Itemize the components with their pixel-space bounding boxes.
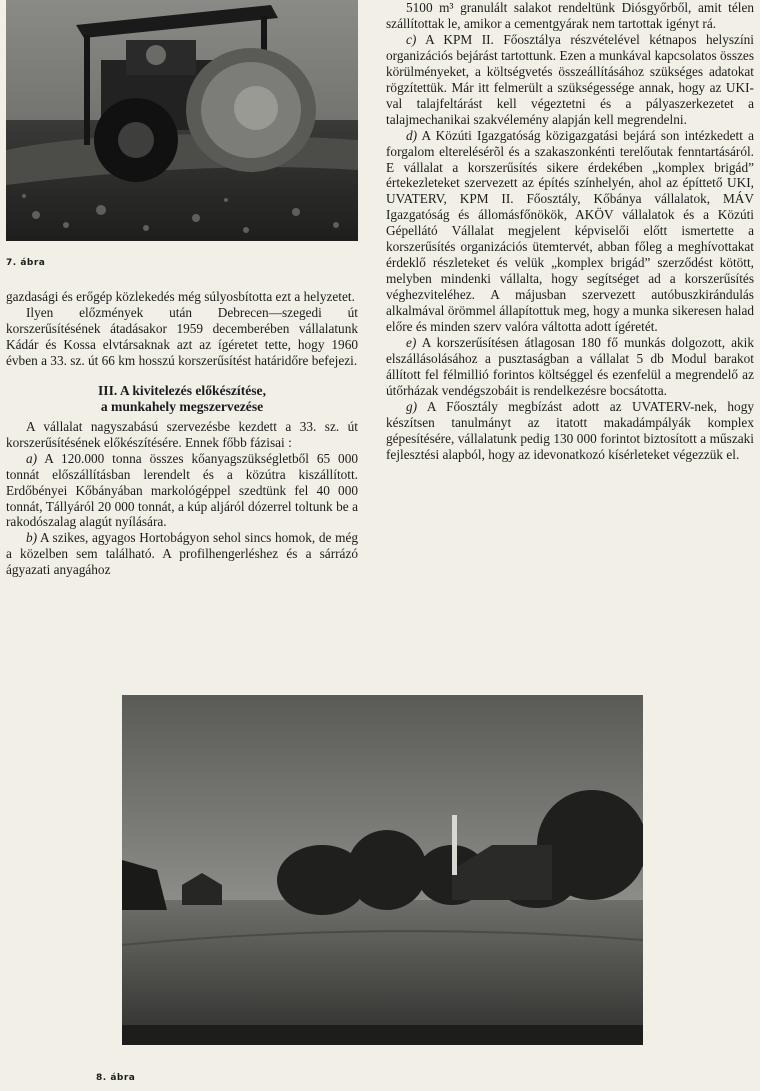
item-d — [386, 128, 754, 335]
item-g-label: g) — [406, 398, 418, 414]
item-a-text: A 120.000 tonna összes kőanyagszükségletből 65 000 tonnát előszállításban lerendelt és a közútra kiszállított. Erdőbényei Kőbányában markológéppel szedtünk fel 40 000 tonnát, Tállyáról 20 000 tonnát, a kúp aljáról dózerrel toltunk be a rakodószalag alagút nyílására. — [6, 450, 359, 530]
item-a — [6, 451, 358, 531]
right-paragraph-0: 5100 m³ granulált salakot rendeltünk Diósgyőrből, amit télen szállítottak le, amikor a cementgyárak nem tartottak igényt rá. — [386, 0, 754, 31]
section-heading-line-1: III. A kivitelezés előkészítése, — [97, 382, 266, 398]
section-heading — [6, 383, 358, 415]
landscape-photo — [122, 695, 643, 1045]
item-d-label: d) — [406, 127, 418, 143]
item-e — [386, 335, 754, 399]
left-column — [6, 289, 358, 578]
left-paragraph-2: Ilyen előzmények után Debrecen—szegedi út korszerűsítésének átadásakor 1959 decemberében vállalatunk Kádár és Kossa elvtársaknak azt az ígéretet tette, hogy 1960 évben a 33. sz. út 66 km hosszú korszerűsítést határidőre befejezi. — [6, 304, 358, 368]
figure-8-caption: 8. ábra — [96, 1073, 136, 1083]
left-paragraph-1: gazdasági és erőgép közlekedés még súlyosbította ezt a helyzetet. — [6, 289, 355, 304]
item-a-label: a) — [26, 450, 38, 466]
item-d-text: A Közúti Igazgatóság közigazgatási bejárá son intézkedett a forgalom elterelésérõl és a szakaszonkénti terelőutak fenntartásáról. E vállalat a korszerűsítés sikere érdekében „komplex brigád” értekezleteket szervezett az építés színhelyén, ahol az építtető UKI, UVATERV, KPM II. Főosztály, Kőbánya vállalatok, MÁV Igazgatóság és állomásfőnökök, AKÖV vállalatok és a Közúti Gépellátó Vállalat megjelent képviselői előtt ismertette a korszerűsítés organizációs ütemtervét, abban főleg a meghívottakat érdeklő részleteket és velük „komplex brigád” szerződést kötött, melyben mindenki vállalta, hogy segítséget ad a korszerűsítés véghezviteléhez. A májusban szervezett autóbuszkirándulás alkalmával örömmel állapítottuk meg, hogy a munka sikeresen halad előre és minden szerv valóra váltotta adott ígéretét. — [386, 127, 754, 335]
item-c — [386, 32, 754, 128]
item-e-text: A korszerűsítésen átlagosan 180 fő munkás dolgozott, akik elszállásolásához a pusztaságban a vállalat 5 db Modul barakot állított fel félmillió forintos költséggel és ezenfelül a megrendelő az útőrházak vendégszobáit is rendelkezésre bocsátotta. — [386, 335, 755, 398]
right-column — [386, 0, 754, 463]
item-c-label: c) — [406, 31, 417, 47]
item-g — [386, 399, 754, 463]
item-c-text: A KPM II. Főosztálya részvételével kétnapos helyszíni organizációs bejárást tartottunk. Ezen a munkával kapcsolatos összes körülményeket, a költségvetés összeállításához szükséges adatokat rögzítettük. Már itt felmerült a szükségessége annak, hogy az UKI-val talajfeltárást kell végeztetni és a pályaszerkezetet a talajmechanikai szakvélemény alapján kell megrendelni. — [386, 31, 754, 127]
item-b — [6, 530, 358, 578]
item-b-text: A szikes, agyagos Hortobágyon sehol sincs homok, de még a közelben sem található. A profilhengerléshez és a sárrázó ágyazati anyagához — [6, 530, 358, 578]
item-g-text: A Főosztály megbízást adott az UVATERV-nek, hogy készítsen tanulmányt az itatott makadámpályák komplex gépesítésére, vállalatunk pedig 130 000 forintot biztosított a műszaki fejlesztési alapból, hogy az idevonatkozó kísérleteket végezzük el. — [386, 398, 755, 462]
item-e-label: e) — [406, 335, 417, 351]
section-heading-line-2: a munkahely megszervezése — [100, 398, 264, 414]
item-b-label: b) — [26, 530, 38, 546]
left-paragraph-3: A vállalat nagyszabású szervezésbe kezdett a 33. sz. út korszerűsítésének előkészítésére. Ennek főbb fázisai : — [6, 418, 358, 450]
road-roller-photo — [6, 0, 358, 241]
figure-7-caption: 7. ábra — [6, 258, 46, 268]
